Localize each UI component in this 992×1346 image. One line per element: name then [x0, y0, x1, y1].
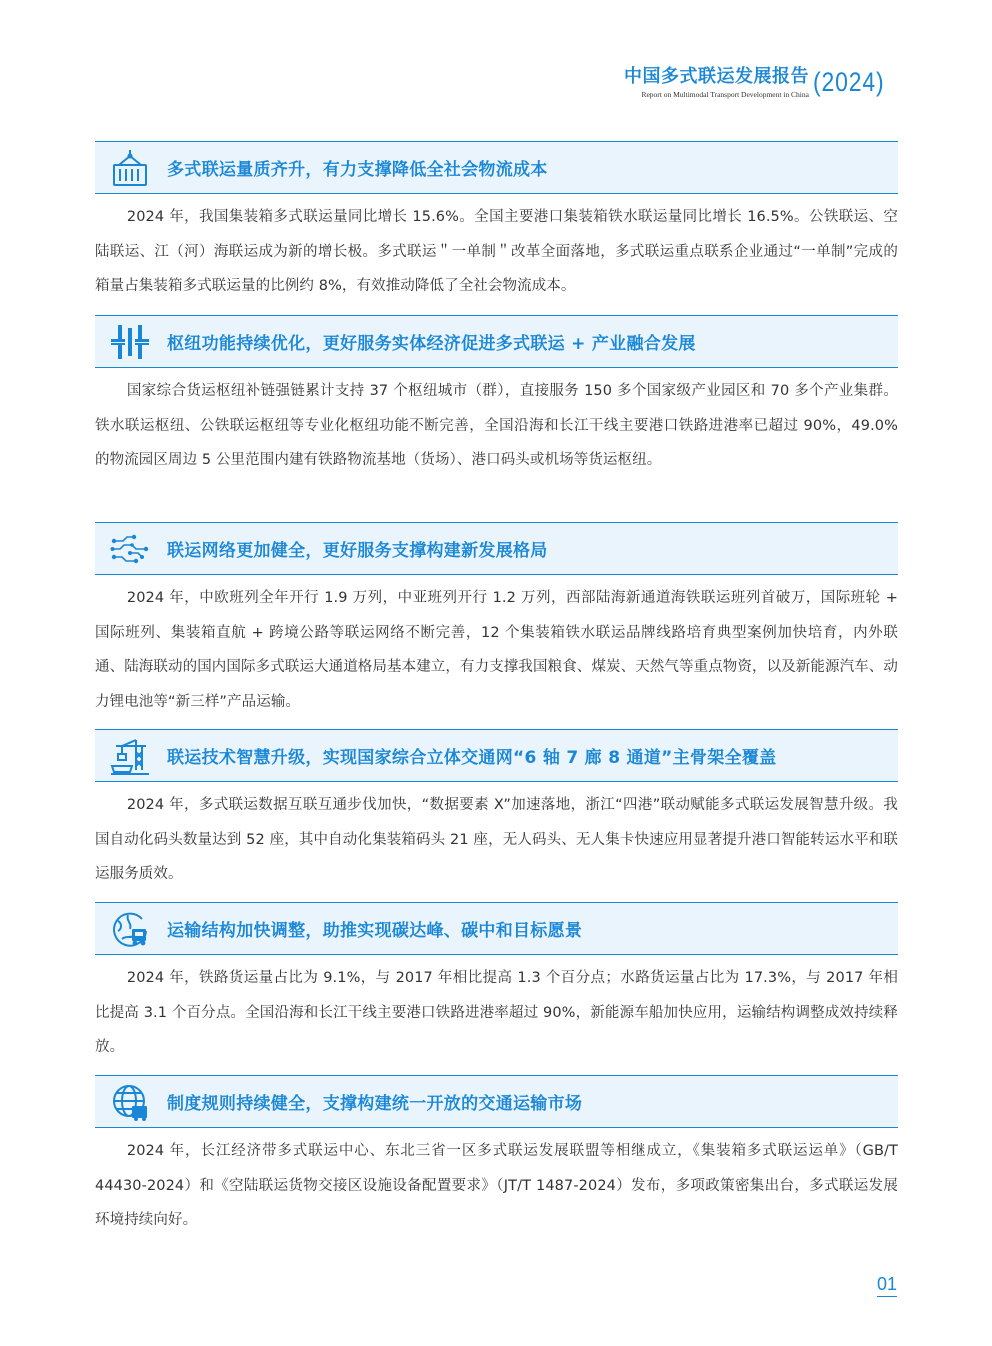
section-header-1: [95, 141, 898, 194]
section-title-3: 联运网络更加健全，更好服务支撑构建新发展格局: [167, 541, 548, 561]
globe-icon: [110, 1082, 150, 1122]
report-year: (2024): [812, 67, 885, 97]
network-icon: [110, 529, 150, 569]
hub-icon: [110, 322, 150, 362]
report-title-block: [624, 65, 809, 100]
report-title-cn: 中国多式联运发展报告: [623, 65, 809, 87]
section-title-6: 制度规则持续健全，支撑构建统一开放的交通运输市场: [167, 1094, 583, 1114]
section-body-6: 2024 年，长江经济带多式联运中心、东北三省一区多式联运发展联盟等相继成立，《集装箱多式联运运单》（GB/T 44430-2024）和《空陆联运货物交接区设施设备配置要求》（JT/T 1487-2024）发布，多项政策密集出台，多式联运发展环境持续向好。: [95, 1143, 898, 1228]
section-body-4: 2024 年，多式联运数据互联互通步伐加快，“数据要素 X”加速落地，浙江“四港”联动赋能多式联运发展智慧升级。我国自动化码头数量达到 52 座，其中自动化集装箱码头 21 座，无人码头、无人集卡快速应用显著提升港口智能转运水平和联运服务质效。: [95, 797, 898, 882]
section-header-5: [95, 902, 898, 955]
section-header-6: [95, 1075, 898, 1128]
section-title-1: 多式联运量质齐升，有力支撑降低全社会物流成本: [167, 160, 548, 180]
section-title-5: 运输结构加快调整，助推实现碳达峰、碳中和目标愿景: [167, 921, 583, 941]
section-body-1: 2024 年，我国集装箱多式联运量同比增长 15.6%。全国主要港口集装箱铁水联运量同比增长 16.5%。公铁联运、空陆联运、江（河）海联运成为新的增长极。多式联运＂一单制＂改革全面落地，多式联运重点联系企业通过“一单制”完成的箱量占集装箱多式联运量的比例约 8%，有效推动降低了全社会物流成本。: [95, 209, 898, 294]
section-body-5: 2024 年，铁路货运量占比为 9.1%，与 2017 年相比提高 1.3 个百分点；水路货运量占比为 17.3%，与 2017 年相比提高 3.1 个百分点。全国沿海和长江干线主要港口铁路进港率超过 90%，新能源车船加快应用，运输结构调整成效持续释放。: [95, 970, 898, 1055]
port-crane-icon: [110, 736, 150, 776]
container-icon: [110, 148, 150, 188]
section-header-3: [95, 522, 898, 575]
section-title-4: 联运技术智慧升级，实现国家综合立体交通网“6 轴 7 廊 8 通道”主骨架全覆盖: [167, 748, 777, 768]
green-transport-icon: [110, 909, 150, 949]
section-body-2: 国家综合货运枢纽补链强链累计支持 37 个枢纽城市（群），直接服务 150 多个国家级产业园区和 70 多个产业集群。铁水联运枢纽、公铁联运枢纽等专业化枢纽功能不断完善，全国沿海和长江干线主要港口铁路进港率已超过 90%，49.0% 的物流园区周边 5 公里范围内建有铁路物流基地（货场）、港口码头或机场等货运枢纽。: [95, 383, 898, 468]
section-body-3: 2024 年，中欧班列全年开行 1.9 万列，中亚班列开行 1.2 万列，西部陆海新通道海铁联运班列首破万，国际班轮 + 国际班列、集装箱直航 + 跨境公路等联运网络不断完善，12 个集装箱铁水联运品牌线路培育典型案例加快培育，内外联通、陆海联动的国内国际多式联运大通道格局基本建立，有力支撑我国粮食、煤炭、天然气等重点物资，以及新能源汽车、动力锂电池等“新三样”产品运输。: [95, 590, 898, 710]
report-header: [624, 62, 897, 102]
section-title-2: 枢纽功能持续优化，更好服务实体经济促进多式联运 + 产业融合发展: [167, 334, 696, 354]
report-title-en: Report on Multimodal Transport Development in China: [641, 89, 809, 99]
section-header-2: [95, 315, 898, 368]
page-number: 01: [877, 1273, 897, 1297]
section-header-4: [95, 729, 898, 782]
